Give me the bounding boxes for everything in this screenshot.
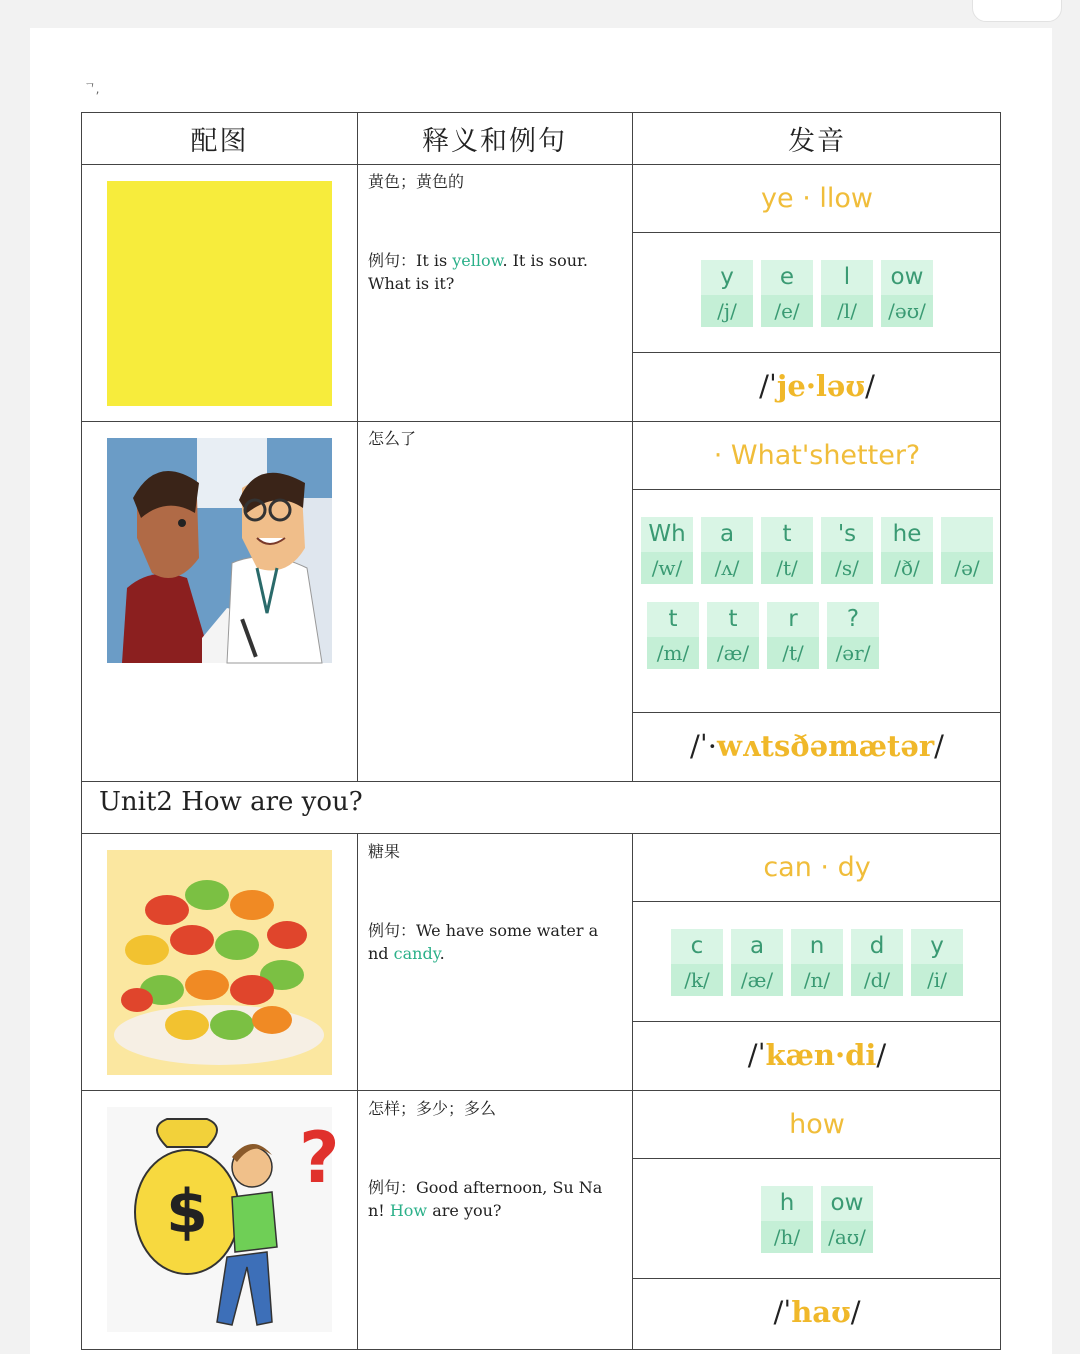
phonics-tile: e /e/ bbox=[761, 260, 813, 327]
syllable-split: · What'shetter? bbox=[713, 439, 921, 471]
example-sentence: 例句：We have some water a nd candy. bbox=[368, 921, 599, 963]
phonics-tile: t /m/ bbox=[647, 602, 699, 669]
phonics-tile: t /æ/ bbox=[707, 602, 759, 669]
ipa-transcription: /ˈ je·ləʊ / bbox=[759, 369, 875, 403]
row-divider bbox=[82, 781, 1000, 782]
candy-plate-image bbox=[107, 850, 332, 1075]
phonics-tile: n /n/ bbox=[791, 929, 843, 996]
ipa-transcription: /ˈ· wʌtsðəmætər / bbox=[690, 729, 944, 763]
sub-divider bbox=[632, 1158, 1000, 1159]
meaning-text: 怎么了 bbox=[368, 429, 417, 448]
sub-divider bbox=[632, 489, 1000, 490]
top-corner-tab[interactable] bbox=[972, 0, 1062, 22]
phonics-tiles bbox=[632, 602, 892, 669]
svg-text:$: $ bbox=[166, 1177, 208, 1247]
header-image: 配图 bbox=[190, 126, 249, 157]
sub-divider bbox=[632, 901, 1000, 902]
phonics-tile: y /j/ bbox=[701, 260, 753, 327]
phonics-tile: he /ð/ bbox=[881, 517, 933, 584]
svg-text:?: ? bbox=[299, 1117, 340, 1199]
meaning-text: 怎样；多少；多么 bbox=[368, 1099, 497, 1118]
phonics-tile: r /t/ bbox=[767, 602, 819, 669]
phonics-tile: 's /s/ bbox=[821, 517, 873, 584]
example-sentence: 例句：Good afternoon, Su Na n! How are you? bbox=[368, 1178, 603, 1220]
ipa-transcription: /ˈ kæn·di / bbox=[747, 1038, 887, 1072]
column-divider bbox=[357, 113, 358, 781]
column-divider bbox=[357, 833, 358, 1349]
phonics-tiles bbox=[632, 517, 1002, 584]
syllable-split: can · dy bbox=[763, 851, 871, 883]
phonics-tile: ? /ər/ bbox=[827, 602, 879, 669]
doctor-patient-image bbox=[107, 438, 332, 663]
ipa-transcription: /ˈ haʊ / bbox=[773, 1295, 861, 1329]
phonics-tile: t /t/ bbox=[761, 517, 813, 584]
money-bag-boy-image bbox=[107, 1107, 340, 1332]
yellow-square-image bbox=[107, 181, 332, 406]
syllable-split: how bbox=[789, 1108, 845, 1140]
vocabulary-table bbox=[81, 112, 1001, 1350]
phonics-tile: c /k/ bbox=[671, 929, 723, 996]
phonics-tile: Wh /w/ bbox=[641, 517, 693, 584]
header-meaning: 释义和例句 bbox=[422, 126, 567, 157]
phonics-tiles bbox=[632, 260, 1002, 327]
phonics-tile: d /d/ bbox=[851, 929, 903, 996]
sub-divider bbox=[632, 232, 1000, 233]
meaning-text: 黄色；黄色的 bbox=[368, 172, 465, 191]
phonics-tiles bbox=[632, 929, 1002, 996]
phonics-tile: y /i/ bbox=[911, 929, 963, 996]
phonics-tile: ow /əʊ/ bbox=[881, 260, 933, 327]
syllable-split: ye · llow bbox=[761, 182, 873, 214]
phonics-tile: a /æ/ bbox=[731, 929, 783, 996]
phonics-tiles bbox=[632, 1186, 1002, 1253]
corner-mark: ᄀ, bbox=[84, 82, 100, 96]
meaning-text: 糖果 bbox=[368, 842, 401, 861]
header-pronunciation: 发音 bbox=[788, 126, 846, 157]
phonics-tile: /ə/ bbox=[941, 517, 993, 584]
phonics-tile: l /l/ bbox=[821, 260, 873, 327]
phonics-tile: a /ʌ/ bbox=[701, 517, 753, 584]
unit-heading: Unit2 How are you? bbox=[99, 787, 363, 817]
phonics-tile: ow /aʊ/ bbox=[821, 1186, 873, 1253]
phonics-tile: h /h/ bbox=[761, 1186, 813, 1253]
example-sentence: 例句：It is yellow. It is sour. What is it? bbox=[368, 251, 588, 293]
